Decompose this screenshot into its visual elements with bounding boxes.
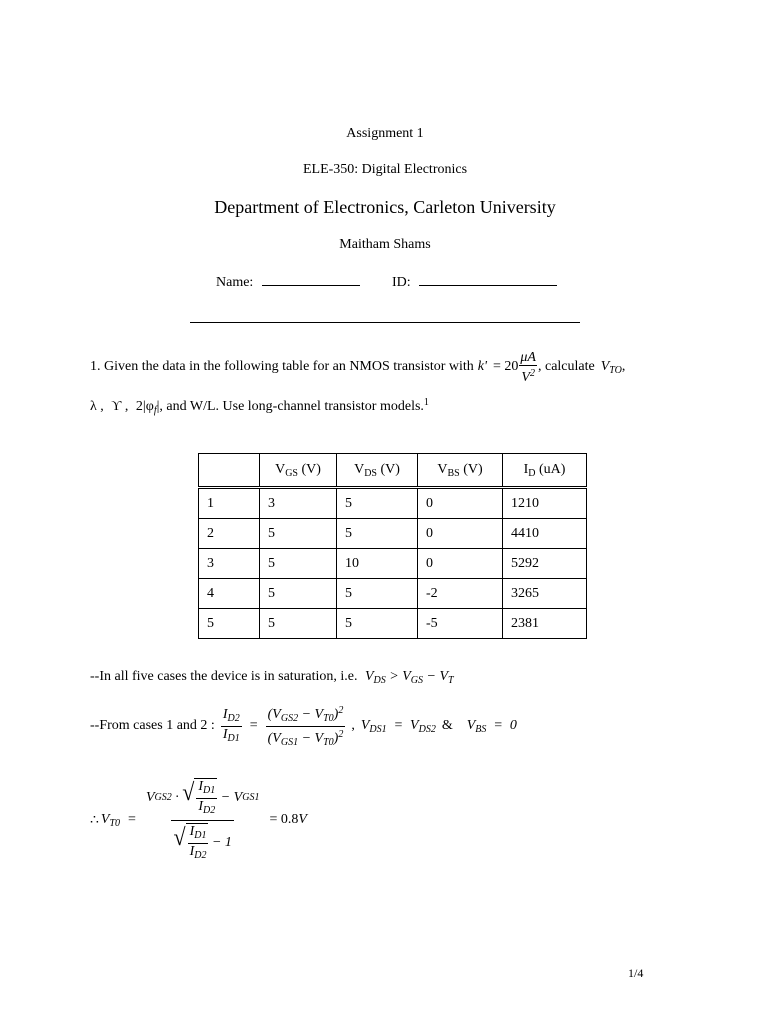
table-cell: 3265 [503, 579, 587, 609]
k-symbol: k' [477, 359, 487, 374]
table-cell: 3 [199, 549, 260, 579]
question-rest: |, and W/L. Use long-channel transistor models. [156, 399, 424, 414]
table-cell: 0 [418, 488, 503, 519]
table-row [199, 579, 587, 609]
table-cell: 1210 [503, 488, 587, 519]
table-cell: 1 [199, 488, 260, 519]
table-cell: -2 [418, 579, 503, 609]
table-row [199, 549, 587, 579]
k-unit-den: $V^2$ [519, 365, 537, 385]
table-cell: 0 [418, 549, 503, 579]
table-cell: 5 [337, 519, 418, 549]
table-cell: 5 [337, 609, 418, 639]
k-unit-num: μA [520, 349, 536, 365]
question-line-1: 1. Given the data in the following table for an NMOS transistor with k' = 20 $\frac{\mu A}{V^2}$ , calculate $V_{TO}$ , [90, 349, 626, 385]
id-ratio: $\frac{I_{D2}}{I_{D1}}$ [222, 706, 240, 744]
department-title: Department of Electronics, Carleton University [214, 197, 556, 217]
table-cell: 4410 [503, 519, 587, 549]
table-cell: 5 [260, 549, 337, 579]
transistor-data-table [198, 453, 587, 639]
table-row [199, 609, 587, 639]
table-cell: 10 [337, 549, 418, 579]
table-cell: 3 [260, 488, 337, 519]
footnote-mark: 1 [423, 397, 429, 408]
name-label: Name: [216, 275, 254, 290]
table-cell: 2381 [503, 609, 587, 639]
id-field[interactable] [392, 273, 557, 291]
therefore-symbol: ∴ [90, 812, 99, 828]
vto-symbol: $V_{TO}$ [600, 358, 622, 376]
table-header-row [199, 454, 587, 488]
table-cell: 2 [199, 519, 260, 549]
table-row [199, 488, 587, 519]
vt0-value: = 0.8 [269, 812, 299, 827]
question-text: 1. Given the data in the following table for an NMOS transistor with [90, 359, 474, 374]
assignment-title: Assignment 1 [346, 126, 424, 141]
table-header-cell: $I_D$ (uA) [503, 454, 587, 488]
saturation-equation: $V_{DS} > V_{GS} - V_T$ [364, 669, 454, 686]
gamma-symbol: ϒ , [111, 399, 129, 414]
table-cell: 5 [260, 519, 337, 549]
table-cell: 5292 [503, 549, 587, 579]
vt0-result: ∴ $V_{T0}$ = V GS2 · √ $\frac{I_{D1}}{I_{D2}}$ − V GS1 √ $\frac{I_{D1}}{I_{D2}}$ − 1 = 0.8 V [90, 777, 307, 861]
table-cell: 5 [260, 579, 337, 609]
cases-equation: --From cases 1 and 2 : $\frac{I_{D2}}{I_{D1}}$ = $\frac{(V_{GS2} - V_{T0})^2}{(V_{GS1} - V_{T0})^2}$ , $V_{DS1} = V_{DS2}$ & $V_{BS} = 0$ [90, 704, 517, 748]
author-name: Maitham Shams [339, 237, 431, 252]
table-cell: 0 [418, 519, 503, 549]
table-header-cell: $V_{DS}$ (V) [337, 454, 418, 488]
page-number: 1/4 [628, 966, 644, 980]
separator-line [190, 322, 580, 323]
vds-condition: $V_{DS1} = V_{DS2}$ [360, 717, 436, 735]
calculate-text: , calculate [537, 359, 595, 374]
table-header-cell: $V_{GS}$ (V) [260, 454, 337, 488]
table-cell: 5 [260, 609, 337, 639]
table-cell: 4 [199, 579, 260, 609]
k-equals: = 20 [492, 359, 519, 374]
cases-label: --From cases 1 and 2 : [90, 718, 215, 733]
id-blank[interactable] [419, 273, 557, 286]
vbs-condition: $V_{BS} = 0$ [466, 717, 517, 735]
phi-symbol: $2|\varphi_f$ [135, 399, 157, 416]
id-label: ID: [392, 275, 411, 290]
table-cell: -5 [418, 609, 503, 639]
lambda-symbol: λ , [90, 399, 104, 414]
name-blank[interactable] [262, 273, 360, 286]
course-title: ELE-350: Digital Electronics [302, 162, 468, 177]
question-line-2 [90, 397, 429, 416]
table-cell: 5 [337, 579, 418, 609]
vgs-ratio: $\frac{(V_{GS2} - V_{T0})^2}{(V_{GS1} - V_{T0})^2}$ [267, 704, 344, 748]
table-cell: 5 [337, 488, 418, 519]
table-cell: 5 [199, 609, 260, 639]
name-field[interactable] [216, 273, 360, 291]
table-header-cell [199, 454, 260, 488]
k-unit-fraction [518, 350, 538, 385]
table-header-cell: $V_{BS}$ (V) [418, 454, 503, 488]
vt0-fraction: V GS2 · √ $\frac{I_{D1}}{I_{D2}}$ − V GS1 √ $\frac{I_{D1}}{I_{D2}}$ − 1 [145, 777, 260, 861]
table-row [199, 519, 587, 549]
vt0-unit: V [298, 812, 307, 827]
saturation-note: --In all five cases the device is in saturation, i.e. $V_{DS} > V_{GS} - V_T$ [90, 669, 454, 686]
